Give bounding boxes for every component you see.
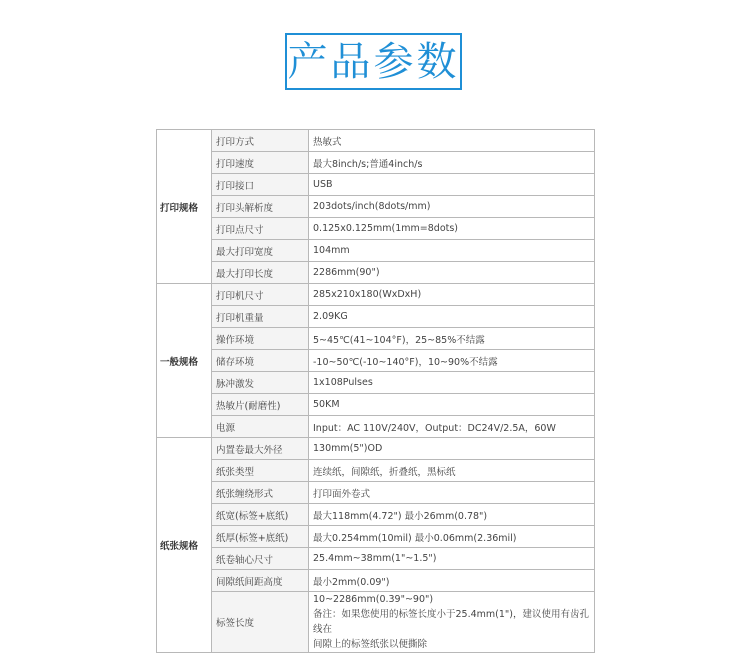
row-value: 2286mm(90") [309,262,595,284]
spec-table [156,129,595,653]
page-title: 产品参数 [287,38,460,85]
row-label: 标签长度 [212,592,309,653]
row-label: 纸张缠绕形式 [212,482,309,504]
table-row [157,350,595,372]
row-label: 纸厚(标签+底纸) [212,526,309,548]
group-general-spec: 一般规格 [157,284,212,438]
row-label: 最大打印长度 [212,262,309,284]
row-label: 最大打印宽度 [212,240,309,262]
table-row [157,284,595,306]
table-row [157,526,595,548]
row-label: 打印接口 [212,174,309,196]
row-value: 最大118mm(4.72") 最小26mm(0.78") [309,504,595,526]
row-label: 打印点尺寸 [212,218,309,240]
row-label: 打印头解析度 [212,196,309,218]
row-value: 0.125x0.125mm(1mm=8dots) [309,218,595,240]
row-value-multiline [309,592,595,653]
table-row [157,328,595,350]
row-value: Input：AC 110V/240V，Output：DC24V/2.5A，60W [309,416,595,438]
row-value: 2.09KG [309,306,595,328]
table-row [157,438,595,460]
table-row [157,372,595,394]
label-length-range: 10~2286mm(0.39"~90") [313,594,434,605]
row-label: 纸张类型 [212,460,309,482]
row-value: 连续纸，间隙纸，折叠纸，黑标纸 [309,460,595,482]
row-value: 104mm [309,240,595,262]
group-print-spec: 打印规格 [157,130,212,284]
row-value: 热敏式 [309,130,595,152]
table-row [157,460,595,482]
table-row [157,570,595,592]
table-row [157,394,595,416]
table-row [157,592,595,653]
label-length-note-cont: 间隙上的标签纸张以便撕除 [313,639,428,650]
row-value: 最大8inch/s;普通4inch/s [309,152,595,174]
table-row [157,152,595,174]
row-value: 130mm(5")OD [309,438,595,460]
group-paper-spec: 纸张规格 [157,438,212,653]
table-row [157,218,595,240]
row-label: 打印方式 [212,130,309,152]
row-value: 285x210x180(WxDxH) [309,284,595,306]
row-value: 25.4mm~38mm(1"~1.5") [309,548,595,570]
table-row [157,482,595,504]
table-row [157,174,595,196]
row-value: -10~50℃(-10~140°F)，10~90%不结露 [309,350,595,372]
row-value: 5~45℃(41~104°F)，25~85%不结露 [309,328,595,350]
table-row [157,548,595,570]
row-value: 203dots/inch(8dots/mm) [309,196,595,218]
table-row [157,306,595,328]
row-label: 脉冲激发 [212,372,309,394]
row-label: 内置卷最大外径 [212,438,309,460]
row-label: 纸宽(标签+底纸) [212,504,309,526]
row-value: 50KM [309,394,595,416]
table-row [157,196,595,218]
row-value: 最大0.254mm(10mil) 最小0.06mm(2.36mil) [309,526,595,548]
table-row [157,130,595,152]
row-label: 储存环境 [212,350,309,372]
row-label: 打印速度 [212,152,309,174]
table-row [157,262,595,284]
row-value: 打印面外卷式 [309,482,595,504]
row-label: 热敏片(耐磨性) [212,394,309,416]
row-label: 电源 [212,416,309,438]
row-value: 1x108Pulses [309,372,595,394]
table-row [157,240,595,262]
table-row [157,504,595,526]
row-label: 打印机重量 [212,306,309,328]
table-row [157,416,595,438]
row-value: 最小2mm(0.09") [309,570,595,592]
label-length-note: 备注：如果您使用的标签长度小于25.4mm(1")，建议使用有齿孔线在 [313,609,589,635]
row-label: 操作环境 [212,328,309,350]
row-label: 纸卷轴心尺寸 [212,548,309,570]
title-box [285,33,462,90]
row-label: 打印机尺寸 [212,284,309,306]
row-label: 间隙纸间距高度 [212,570,309,592]
row-value: USB [309,174,595,196]
